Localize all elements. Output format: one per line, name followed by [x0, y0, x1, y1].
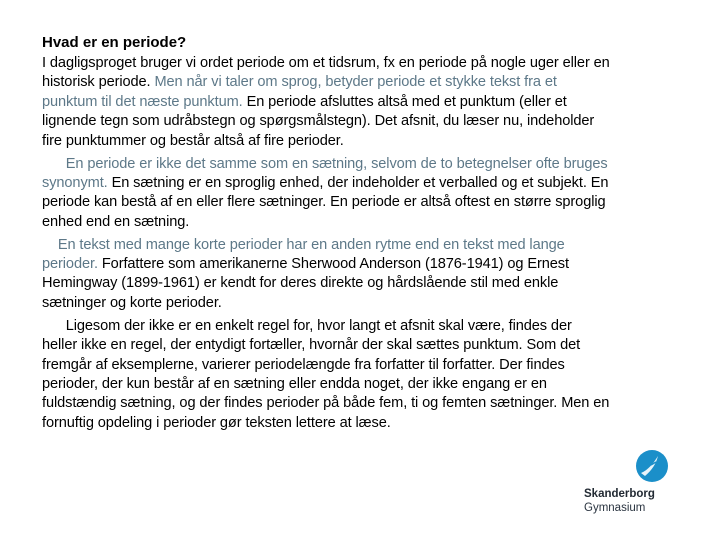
text-line	[42, 112, 702, 131]
text-line	[42, 174, 702, 193]
text-line	[42, 336, 702, 355]
paragraphs	[42, 54, 702, 433]
highlighted-text: En tekst med mange korte perioder har en anden rytme end en tekst med lange	[42, 236, 565, 253]
highlighted-text: perioder.	[42, 256, 98, 273]
text-segment: lignende tegn som udråbstegn og spørgsmålstegn). Det afsnit, du læser nu, indeholder	[42, 113, 595, 130]
text-segment: Forfattere som amerikanerne Sherwood Anderson (1876-1941) og Ernest	[97, 256, 569, 273]
text-line	[42, 213, 702, 232]
text-line	[42, 93, 702, 112]
paragraph	[42, 54, 702, 151]
logo-subtitle: Gymnasium	[584, 502, 646, 514]
text-segment: heller ikke en regel, der entydigt fortæller, hvornår der skal sættes punktum. Som det	[42, 337, 581, 354]
text-line	[42, 317, 702, 336]
school-logo	[584, 450, 684, 520]
highlighted-text: En periode er ikke det samme som en sætning, selvom de to betegnelser ofte bruges	[42, 155, 608, 172]
text-segment: fornuftig opdeling i perioder gør teksten lettere at læse.	[42, 414, 391, 431]
text-line	[42, 294, 702, 313]
paragraph	[42, 155, 702, 233]
text-line	[42, 274, 702, 293]
text-line	[42, 394, 702, 413]
logo-name: Skanderborg	[584, 488, 655, 500]
text-segment: perioder, der kun består af en sætning eller endda noget, der ikke engang er en	[42, 376, 547, 392]
paragraph	[42, 317, 702, 433]
highlighted-text: Men når vi taler om sprog, betyder periode et stykke tekst fra et	[154, 74, 557, 91]
text-segment: En periode afsluttes altså med et punktum (eller et	[242, 93, 567, 110]
document-body	[42, 33, 702, 437]
paragraph	[42, 236, 702, 314]
text-segment: I dagligsproget bruger vi ordet periode om et tidsrum, fx en periode på nogle uger eller en	[42, 55, 610, 71]
highlighted-text: synonymt.	[42, 174, 108, 191]
text-line	[42, 414, 702, 433]
text-segment: historisk periode.	[42, 74, 155, 91]
highlighted-text: punktum til det næste punktum.	[42, 93, 243, 110]
text-line	[42, 132, 702, 151]
text-segment: Hemingway (1899-1961) er kendt for deres direkte og hårdslående stil med enkle	[42, 275, 559, 292]
text-segment: fremgår af eksemplerne, varierer periodelængde fra forfatter til forfatter. Der findes	[42, 356, 565, 373]
text-segment: enhed end en sætning.	[42, 213, 190, 230]
text-line	[42, 155, 702, 174]
text-line	[42, 73, 702, 92]
text-segment: sætninger og korte perioder.	[42, 294, 222, 311]
text-line	[42, 356, 702, 375]
text-line	[42, 193, 702, 212]
text-segment: fuldstændig sætning, og der findes perioder på både fem, ti og femten sætninger. Men en	[42, 395, 610, 412]
text-line	[42, 236, 702, 255]
text-segment: En sætning er en sproglig enhed, der indeholder et verballed og et subjekt. En	[107, 174, 609, 191]
text-segment: periode kan bestå af en eller flere sætninger. En periode er altså oftest en større sproglig	[42, 194, 606, 211]
text-segment: fire punktummer og består altså af fire perioder.	[42, 132, 344, 149]
text-segment: Ligesom der ikke er en enkelt regel for, hvor langt et afsnit skal være, findes der	[42, 317, 572, 334]
bird-logo-icon	[636, 450, 668, 482]
text-line	[42, 255, 702, 274]
document-title: Hvad er en periode?	[42, 34, 187, 51]
text-line	[42, 54, 702, 73]
text-line	[42, 375, 702, 394]
